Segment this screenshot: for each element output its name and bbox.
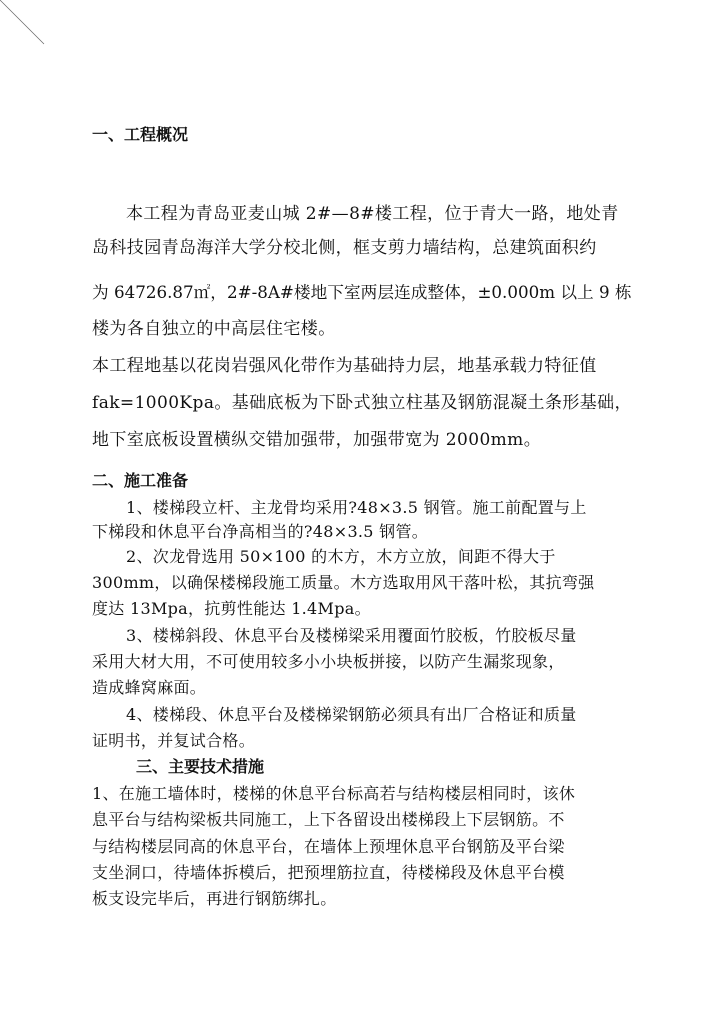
overview-line-6: fak=1000Kpa。基础底板为下卧式独立柱基及钢筋混凝土条形基础， xyxy=(92,393,632,413)
section-2-title: 二、施工准备 xyxy=(92,471,189,490)
prep-line-6: 3、楼梯斜段、休息平台及楼梯梁采用覆面竹胶板，竹胶板尽量 xyxy=(126,626,577,645)
overview-line-4: 楼为各自独立的中高层住宅楼。 xyxy=(92,319,336,339)
prep-line-3: 2、次龙骨选用 50×100 的木方，木方立放，间距不得大于 xyxy=(126,547,556,566)
section-1-title: 一、工程概况 xyxy=(92,125,189,144)
page-corner-fold-mark xyxy=(0,0,50,50)
tech-line-2: 息平台与结构梁板共同施工，上下各留设出楼梯段上下层钢筋。不 xyxy=(92,810,565,829)
overview-line-3: 为 64726.87㎡，2#-8A#楼地下室两层连成整体，±0.000m 以上 9 栋 xyxy=(92,283,632,302)
tech-line-1: 1、在施工墙体时，楼梯的休息平台标高若与结构楼层相同时，该休 xyxy=(92,784,576,803)
overview-line-2: 岛科技园青岛海洋大学分校北侧，框支剪力墙结构，总建筑面积约 xyxy=(92,238,597,258)
prep-line-2: 下梯段和休息平台净高相当的?48×3.5 钢管。 xyxy=(92,522,429,541)
tech-line-5: 板支设完毕后，再进行钢筋绑扎。 xyxy=(92,889,337,908)
prep-line-8: 造成蜂窝麻面。 xyxy=(92,678,207,697)
overview-line-5: 本工程地基以花岗岩强风化带作为基础持力层，地基承载力特征值 xyxy=(92,356,597,376)
prep-line-4: 300mm，以确保楼梯段施工质量。木方选取用风干落叶松，其抗弯强 xyxy=(92,573,595,592)
prep-line-10: 证明书，并复试合格。 xyxy=(92,731,256,750)
prep-line-7: 采用大材大用，不可使用较多小小块板拼接，以防产生漏浆现象， xyxy=(92,652,565,671)
overview-line-1: 本工程为青岛亚麦山城 2#—8#楼工程，位于青大一路，地处青 xyxy=(126,204,619,224)
prep-line-1: 1、楼梯段立杆、主龙骨均采用?48×3.5 钢管。施工前配置与上 xyxy=(126,498,587,517)
tech-line-3: 与结构楼层同高的休息平台，在墙体上预埋休息平台钢筋及平台梁 xyxy=(92,837,565,856)
prep-line-5: 度达 13Mpa，抗剪性能达 1.4Mpa。 xyxy=(92,599,371,618)
prep-line-9: 4、楼梯段、休息平台及楼梯梁钢筋必须具有出厂合格证和质量 xyxy=(126,705,577,724)
tech-line-4: 支坐洞口，待墙体拆模后，把预埋筋拉直，待楼梯段及休息平台模 xyxy=(92,863,565,882)
overview-line-7: 地下室底板设置横纵交错加强带，加强带宽为 2000mm。 xyxy=(92,430,542,450)
section-3-title: 三、主要技术措施 xyxy=(136,757,265,776)
